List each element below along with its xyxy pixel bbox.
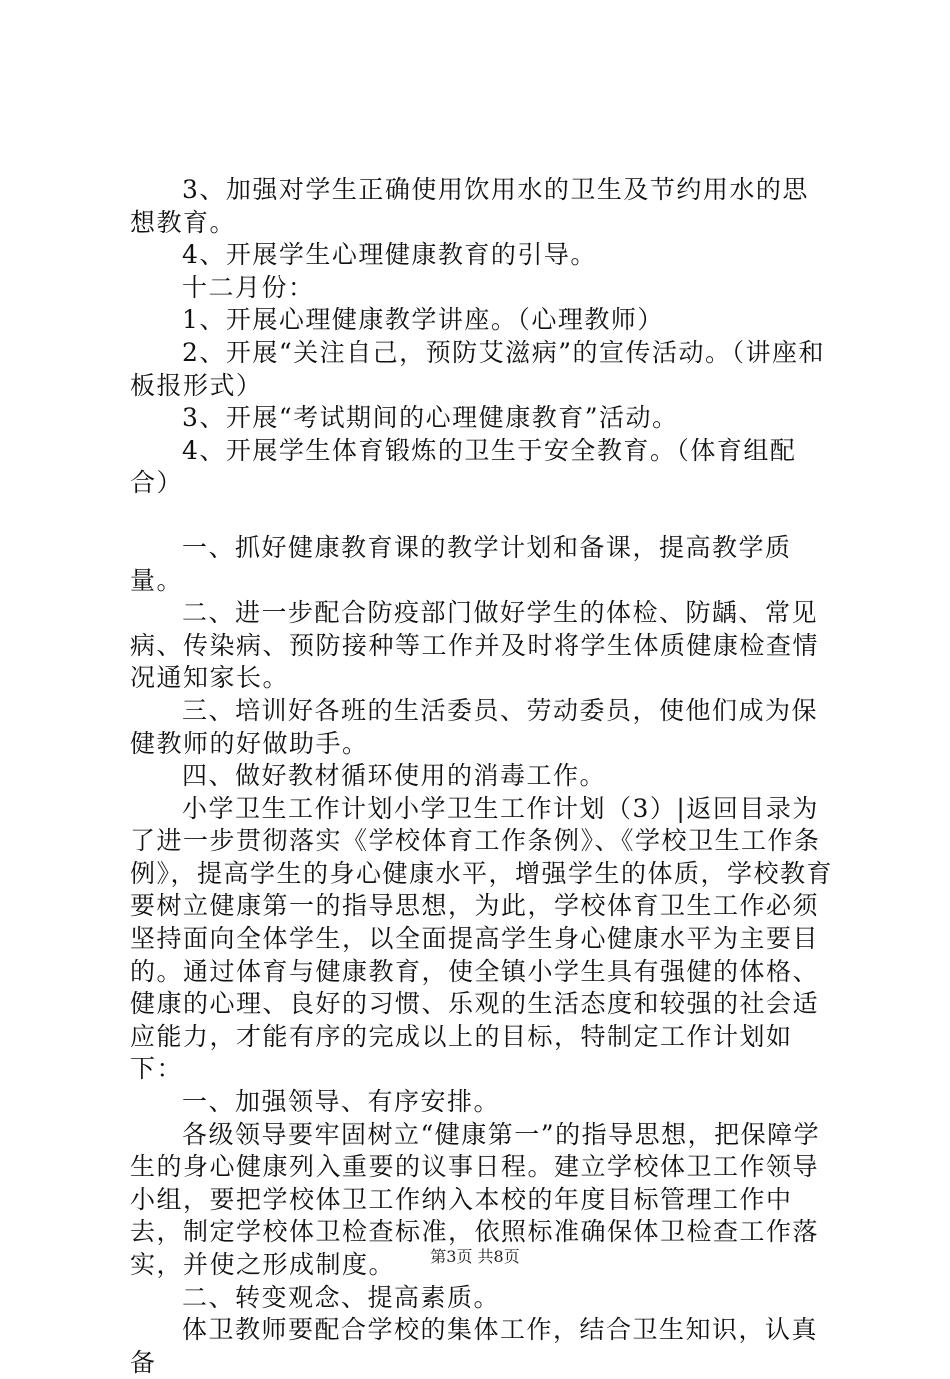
paragraph: 4、开展学生心理健康教育的引导。 <box>182 240 597 270</box>
document-body <box>130 174 835 1379</box>
paragraph: 小学卫生工作计划小学卫生工作计划（3）|返回目录为了进一步贯彻落实《学校体育工作条例》、《学校卫生工作条例》，提高学生的身心健康水平，增强学生的体质，学校教育要树立健康第一的指导思想，为此，学校体育卫生工作必须坚持面向全体学生，以全面提高学生身心健康水平为主要目的。通过体育与健康教育，使全镇小学生具有强健的体格、健康的心理、良好的习惯、乐观的生活态度和较强的社会适应能力，才能有序的完成以上的目标，特制定工作计划如下： <box>130 793 834 1084</box>
paragraph: 一、抓好健康教育课的教学计划和备课，提高教学质量。 <box>130 532 792 595</box>
paragraph: 3、开展“考试期间的心理健康教育”活动。 <box>182 403 679 433</box>
paragraph: 各级领导要牢固树立“健康第一”的指导思想，把保障学生的身心健康列入重要的议事日程。建立学校体卫工作领导小组，要把学校体卫工作纳入本校的年度目标管理工作中去，制定学校体卫检查标准，依照标准确保体卫检查工作落实，并使之形成制度。 <box>130 1119 821 1279</box>
paragraph: 4、开展学生体育锻炼的卫生于安全教育。（体育组配合） <box>130 435 797 498</box>
page-number-footer: 第3页 共8页 <box>430 1247 520 1266</box>
paragraph: 二、转变观念、提高素质。 <box>182 1282 501 1312</box>
paragraph: 十二月份： <box>182 272 315 302</box>
paragraph: 四、做好教材循环使用的消毒工作。 <box>182 761 607 791</box>
paragraph: 2、开展“关注自己，预防艾滋病”的宣传活动。（讲座和板报形式） <box>130 337 825 400</box>
paragraph: 一、加强领导、有序安排。 <box>182 1087 501 1117</box>
paragraph: 3、加强对学生正确使用饮用水的卫生及节约用水的思想教育。 <box>130 175 809 237</box>
paragraph: 1、开展心理健康教学讲座。（心理教师） <box>182 305 664 335</box>
paragraph: 二、进一步配合防疫部门做好学生的体检、防龋、常见病、传染病、预防接种等工作并及时将学生体质健康检查情况通知家长。 <box>130 598 820 693</box>
paragraph: 三、培训好各班的生活委员、劳动委员，使他们成为保健教师的好做助手。 <box>130 695 819 758</box>
blank-line <box>130 500 835 532</box>
paragraph: 体卫教师要配合学校的集体工作，结合卫生知识，认真备 <box>130 1315 819 1377</box>
